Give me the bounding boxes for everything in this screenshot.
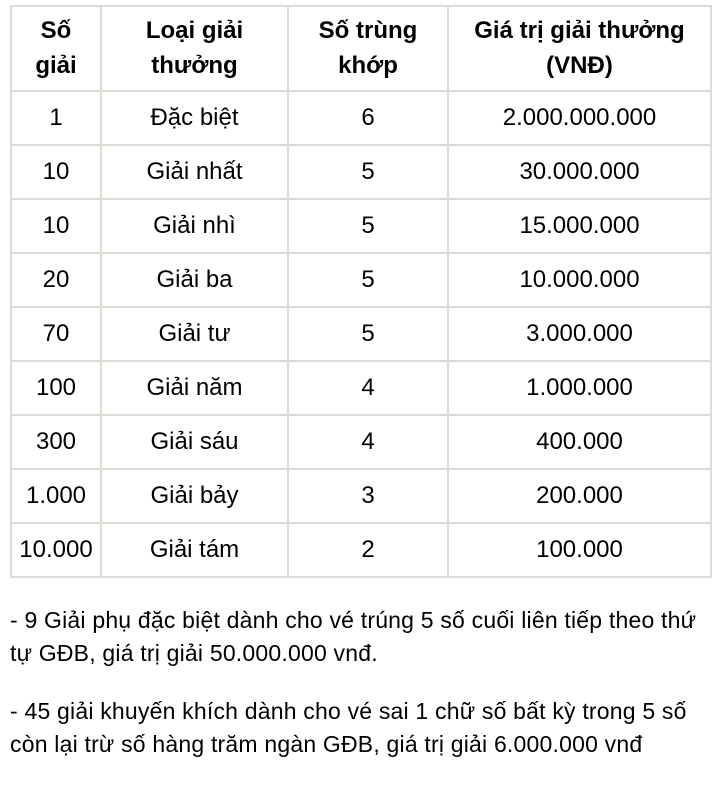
table-cell-count: 1 — [11, 91, 101, 145]
table-cell-prize-type: Giải sáu — [101, 415, 288, 469]
column-header-loai-giai-thuong: Loại giải thưởng — [101, 6, 288, 91]
table-cell-value: 2.000.000.000 — [448, 91, 711, 145]
table-cell-value: 400.000 — [448, 415, 711, 469]
table-header-row — [11, 6, 711, 91]
table-cell-matches: 3 — [288, 469, 448, 523]
table-row — [11, 469, 711, 523]
table-row — [11, 145, 711, 199]
table-cell-value: 30.000.000 — [448, 145, 711, 199]
table-cell-value: 10.000.000 — [448, 253, 711, 307]
note-special-sub-prize: - 9 Giải phụ đặc biệt dành cho vé trúng 5 số cuối liên tiếp theo thứ tự GĐB, giá trị giải 50.000.000 vnđ. — [10, 607, 697, 667]
table-row — [11, 415, 711, 469]
table-cell-prize-type: Giải nhất — [101, 145, 288, 199]
column-header-so-trung-khop: Số trùng khớp — [288, 6, 448, 91]
table-row — [11, 523, 711, 577]
table-row — [11, 307, 711, 361]
table-cell-prize-type: Giải bảy — [101, 469, 288, 523]
table-cell-count: 70 — [11, 307, 101, 361]
column-header-so-giai: Số giải — [11, 6, 101, 91]
table-cell-prize-type: Giải năm — [101, 361, 288, 415]
table-cell-prize-type: Giải tám — [101, 523, 288, 577]
table-cell-value: 1.000.000 — [448, 361, 711, 415]
table-cell-matches: 4 — [288, 415, 448, 469]
table-cell-value: 15.000.000 — [448, 199, 711, 253]
table-cell-matches: 5 — [288, 199, 448, 253]
table-cell-prize-type: Giải ba — [101, 253, 288, 307]
prize-table — [10, 5, 712, 578]
table-cell-matches: 5 — [288, 145, 448, 199]
table-row — [11, 361, 711, 415]
note-consolation-prize: - 45 giải khuyến khích dành cho vé sai 1 chữ số bất kỳ trong 5 số còn lại trừ số hàng trăm ngàn GĐB, giá trị giải 6.000.000 vnđ — [10, 697, 687, 758]
table-cell-count: 10.000 — [11, 523, 101, 577]
table-cell-value: 100.000 — [448, 523, 711, 577]
table-cell-count: 20 — [11, 253, 101, 307]
table-cell-count: 10 — [11, 199, 101, 253]
table-cell-matches: 5 — [288, 253, 448, 307]
table-cell-count: 100 — [11, 361, 101, 415]
table-cell-matches: 2 — [288, 523, 448, 577]
table-cell-count: 300 — [11, 415, 101, 469]
table-cell-prize-type: Đặc biệt — [101, 91, 288, 145]
table-row — [11, 253, 711, 307]
table-cell-matches: 4 — [288, 361, 448, 415]
table-cell-value: 200.000 — [448, 469, 711, 523]
footnotes — [10, 604, 710, 761]
table-cell-count: 1.000 — [11, 469, 101, 523]
column-header-gia-tri-giai-thuong: Giá trị giải thưởng (VNĐ) — [448, 6, 711, 91]
table-cell-prize-type: Giải nhì — [101, 199, 288, 253]
table-cell-count: 10 — [11, 145, 101, 199]
table-row — [11, 91, 711, 145]
table-row — [11, 199, 711, 253]
table-cell-matches: 5 — [288, 307, 448, 361]
table-cell-prize-type: Giải tư — [101, 307, 288, 361]
table-cell-value: 3.000.000 — [448, 307, 711, 361]
table-cell-matches: 6 — [288, 91, 448, 145]
